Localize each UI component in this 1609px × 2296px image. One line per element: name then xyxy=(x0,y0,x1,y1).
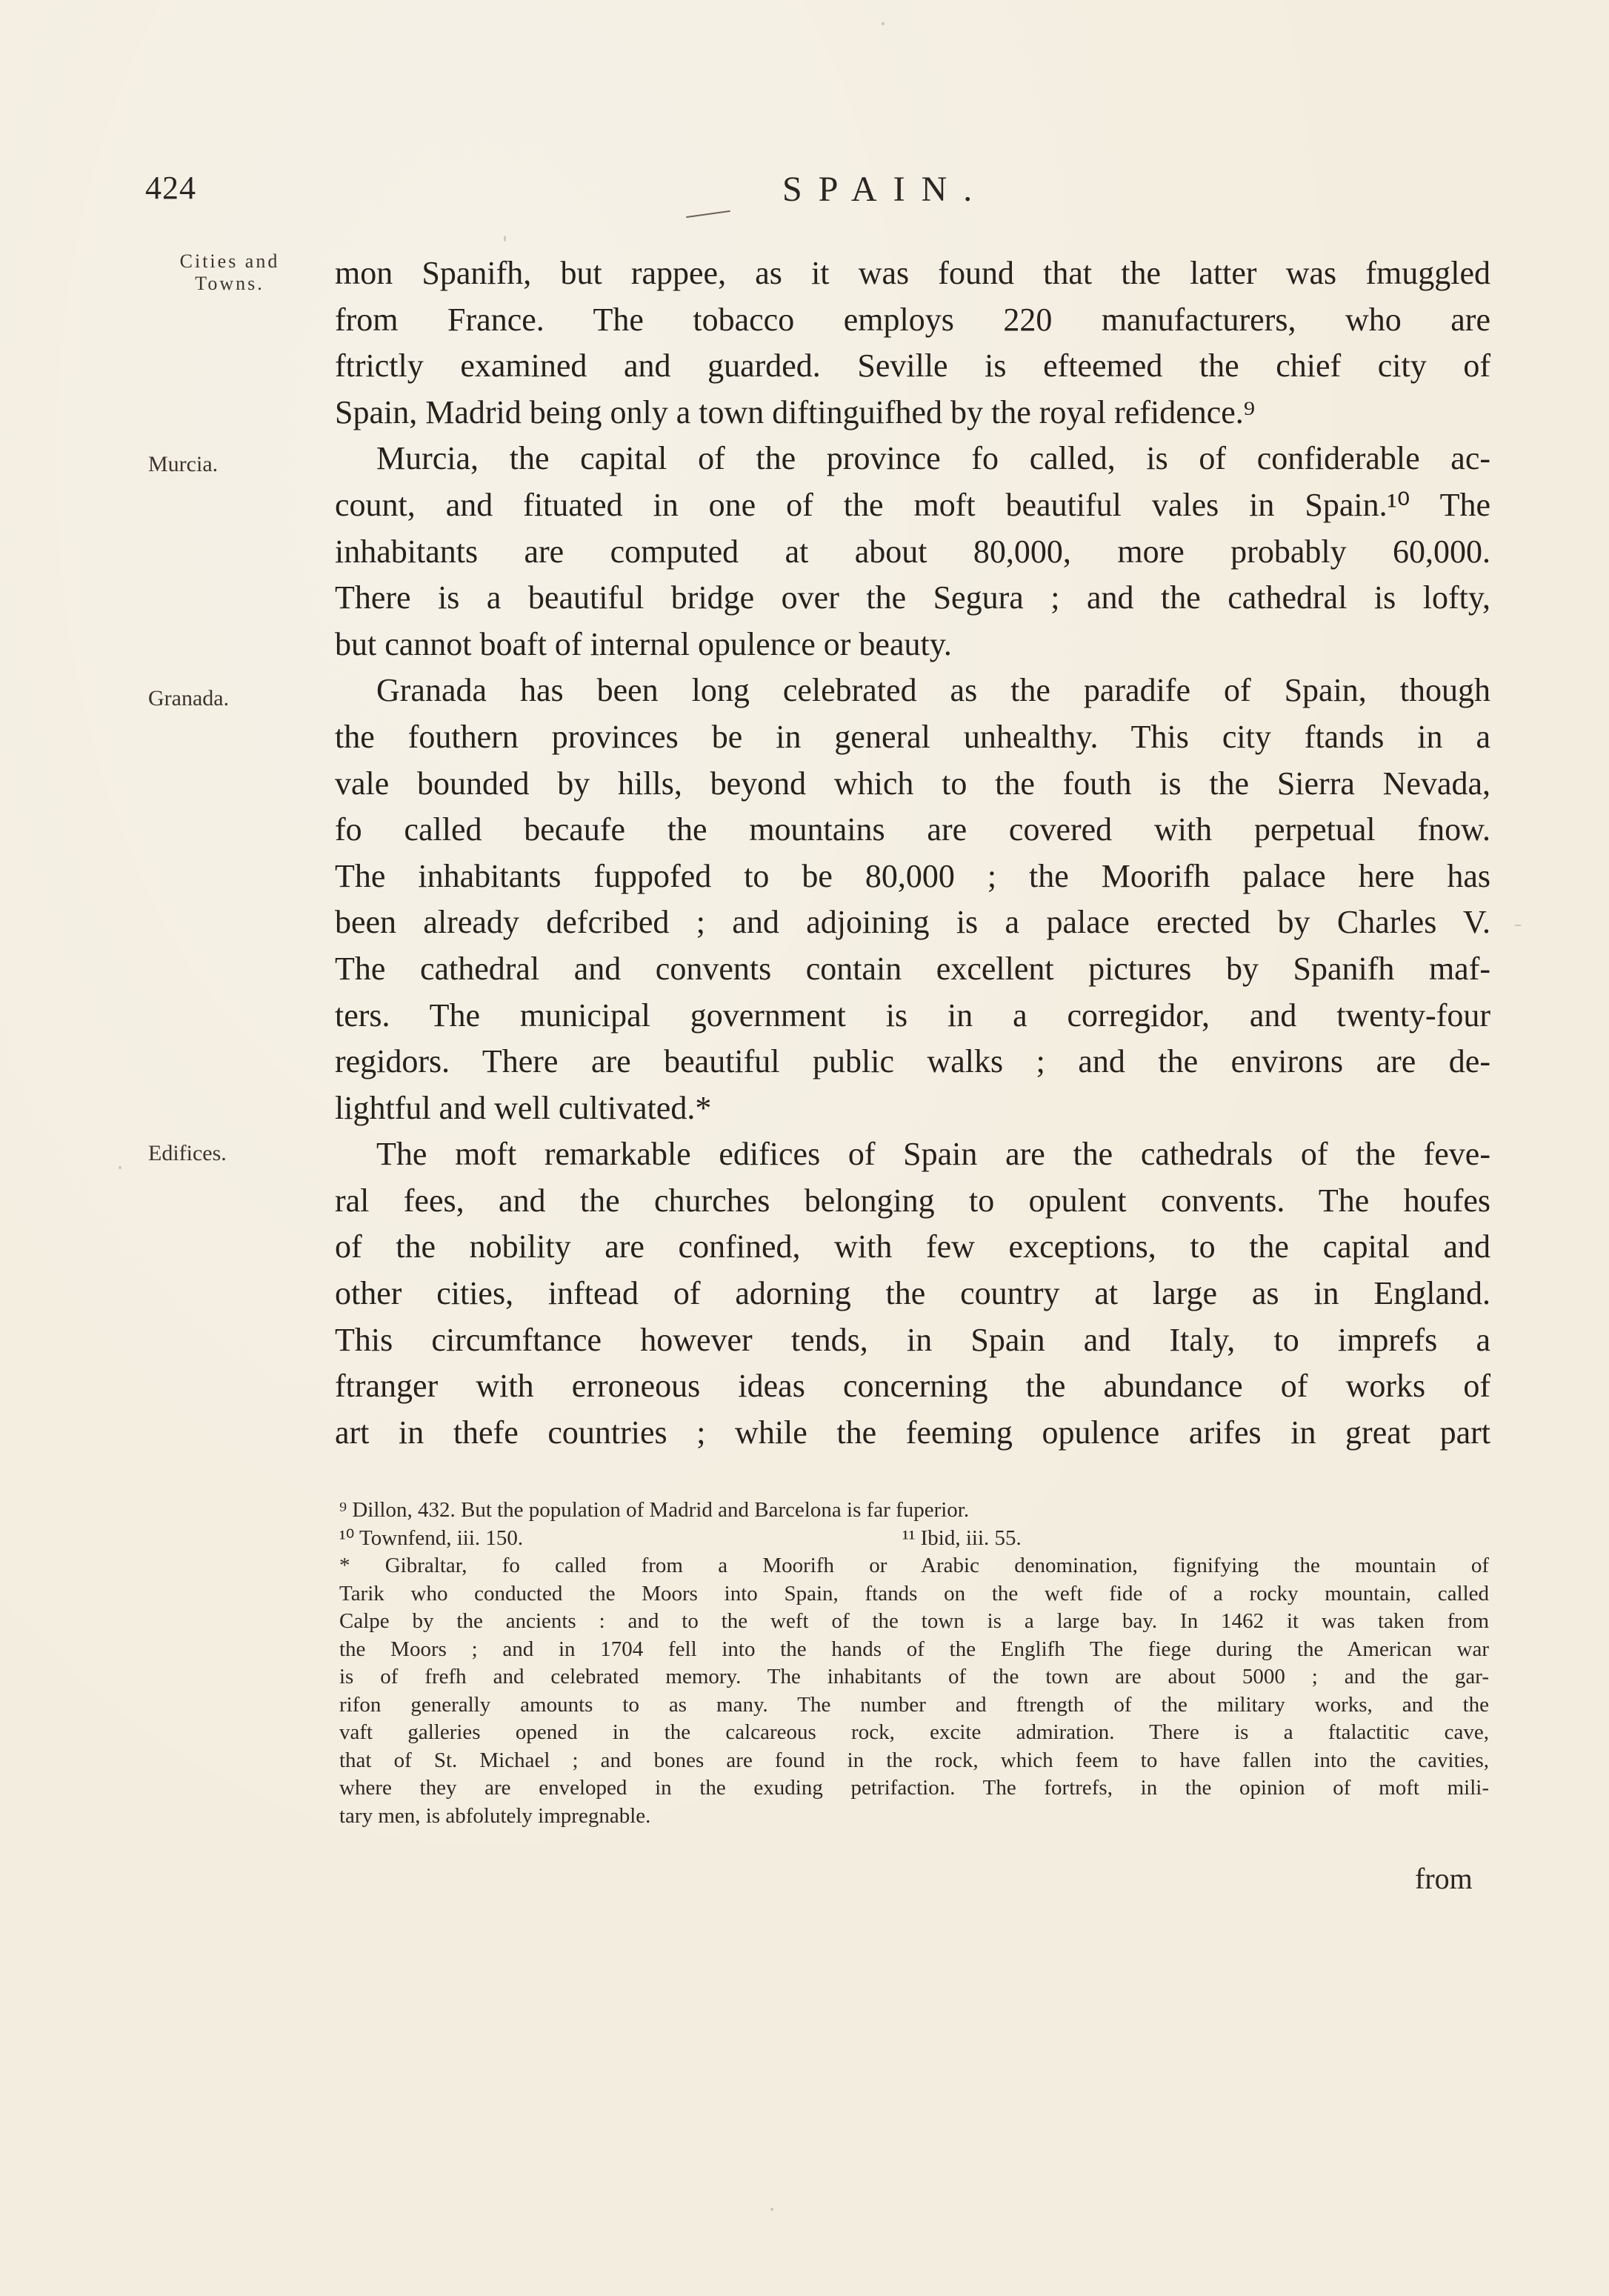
footnotes xyxy=(339,1497,1489,1830)
footnote-pair xyxy=(339,1525,1489,1553)
body-line: of the nobility are confined, with few exceptions, to the capital and xyxy=(335,1228,1490,1265)
running-title: SPAIN. xyxy=(782,170,989,209)
body-line: regidors. There are beautiful public walks ; and the environs are de- xyxy=(335,1043,1490,1080)
paper-speck xyxy=(119,1166,121,1169)
body-line: but cannot boaft of internal opulence or beauty. xyxy=(335,625,952,662)
body-line: inhabitants are computed at about 80,000, more probably 60,000. xyxy=(335,533,1490,570)
body-text xyxy=(335,250,1490,1456)
margin-note-edifices: Edifices. xyxy=(148,1141,227,1165)
body-line: ftrictly examined and guarded. Seville is efteemed the chief city of xyxy=(335,347,1490,385)
footnote-star-line: the Moors ; and in 1704 fell into the hands of the Englifh The fiege during the American war xyxy=(339,1637,1489,1661)
body-line: ral fees, and the churches belonging to opulent convents. The houfes xyxy=(335,1182,1490,1219)
body-line: ftranger with erroneous ideas concerning the abundance of works of xyxy=(335,1368,1490,1405)
footnote-star-line: where they are enveloped in the exuding petrifaction. The fortrefs, in the opinion of moft mili- xyxy=(339,1776,1489,1800)
margin-note-murcia: Murcia. xyxy=(148,452,219,476)
body-line: Spain, Madrid being only a town diftinguifhed by the royal refidence.⁹ xyxy=(335,393,1256,430)
footnote-star-line: Calpe by the ancients : and to the weft of the town is a large bay. In 1462 it was taken from xyxy=(339,1609,1489,1633)
paper-speck xyxy=(882,22,885,25)
body-line: Granada has been long celebrated as the paradife of Spain, though xyxy=(376,672,1490,709)
body-line: The cathedral and convents contain excellent pictures by Spanifh maf- xyxy=(335,950,1490,987)
body-line: art in thefe countries ; while the feeming opulence arifes in great part xyxy=(335,1414,1490,1451)
body-line: The moft remarkable edifices of Spain are the cathedrals of the feve- xyxy=(376,1136,1490,1173)
footnote-9: ⁹ Dillon, 432. But the population of Madrid and Barcelona is far fuperior. xyxy=(339,1498,970,1522)
body-line: There is a beautiful bridge over the Segura ; and the cathedral is lofty, xyxy=(335,579,1490,616)
paper-speck xyxy=(770,2208,773,2211)
margin-note-cities-line1: Cities and xyxy=(179,250,280,272)
footnote-star-line: vaft galleries opened in the calcareous rock, excite admiration. There is a ftalactitic cave, xyxy=(339,1720,1489,1744)
footnote-star-line: that of St. Michael ; and bones are found in the rock, which feem to have fallen into the cavities, xyxy=(339,1748,1489,1772)
body-line: count, and fituated in one of the moft beautiful vales in Spain.¹⁰ The xyxy=(335,486,1490,523)
body-line: mon Spanifh, but rappee, as it was found that the latter was fmuggled xyxy=(335,255,1490,291)
paper-speck xyxy=(1514,925,1522,926)
body-line: This circumftance however tends, in Spain and Italy, to imprefs a xyxy=(335,1321,1490,1358)
page-header xyxy=(145,169,1493,221)
footnote-star-line: Tarik who conducted the Moors into Spain, ftands on the weft fide of a rocky mountain, called xyxy=(339,1581,1489,1605)
header-mark xyxy=(686,210,730,218)
footnote-10: ¹⁰ Townfend, iii. 150. xyxy=(339,1525,524,1550)
catchword: from xyxy=(1415,1862,1473,1895)
body-line: other cities, inftead of adorning the country at large as in England. xyxy=(335,1275,1490,1312)
body-line: The inhabitants fuppofed to be 80,000 ; the Moorifh palace here has xyxy=(335,857,1490,894)
footnote-11: ¹¹ Ibid, iii. 55. xyxy=(902,1525,1022,1550)
footnote-star-line: * Gibraltar, fo called from a Moorifh or Arabic denomination, fignifying the mountain of xyxy=(339,1554,1489,1577)
margin-note-granada: Granada. xyxy=(148,686,230,711)
body-line: from France. The tobacco employs 220 manufacturers, who are xyxy=(335,301,1490,338)
margin-note-cities-and-towns xyxy=(148,250,311,295)
body-line: the fouthern provinces be in general unhealthy. This city ftands in a xyxy=(335,718,1490,755)
body-line: vale bounded by hills, beyond which to the fouth is the Sierra Nevada, xyxy=(335,765,1490,802)
footnote-star-line: rifon generally amounts to as many. The number and ftrength of the military works, and the xyxy=(339,1692,1489,1717)
body-line: Murcia, the capital of the province fo called, is of confiderable ac- xyxy=(376,440,1490,477)
footnote-star-line: is of frefh and celebrated memory. The inhabitants of the town are about 5000 ; and the gar- xyxy=(339,1665,1489,1688)
body-line: fo called becaufe the mountains are covered with perpetual fnow. xyxy=(335,811,1490,848)
page-number: 424 xyxy=(145,170,196,206)
body-line: ters. The municipal government is in a corregidor, and twenty-four xyxy=(335,996,1490,1034)
paper-speck xyxy=(504,236,506,242)
body-line: been already defcribed ; and adjoining is a palace erected by Charles V. xyxy=(335,904,1490,941)
margin-note-cities-line2: Towns. xyxy=(195,273,264,294)
body-line: lightful and well cultivated.* xyxy=(335,1089,712,1126)
footnote-star-line: tary men, is abfolutely impregnable. xyxy=(339,1803,651,1828)
